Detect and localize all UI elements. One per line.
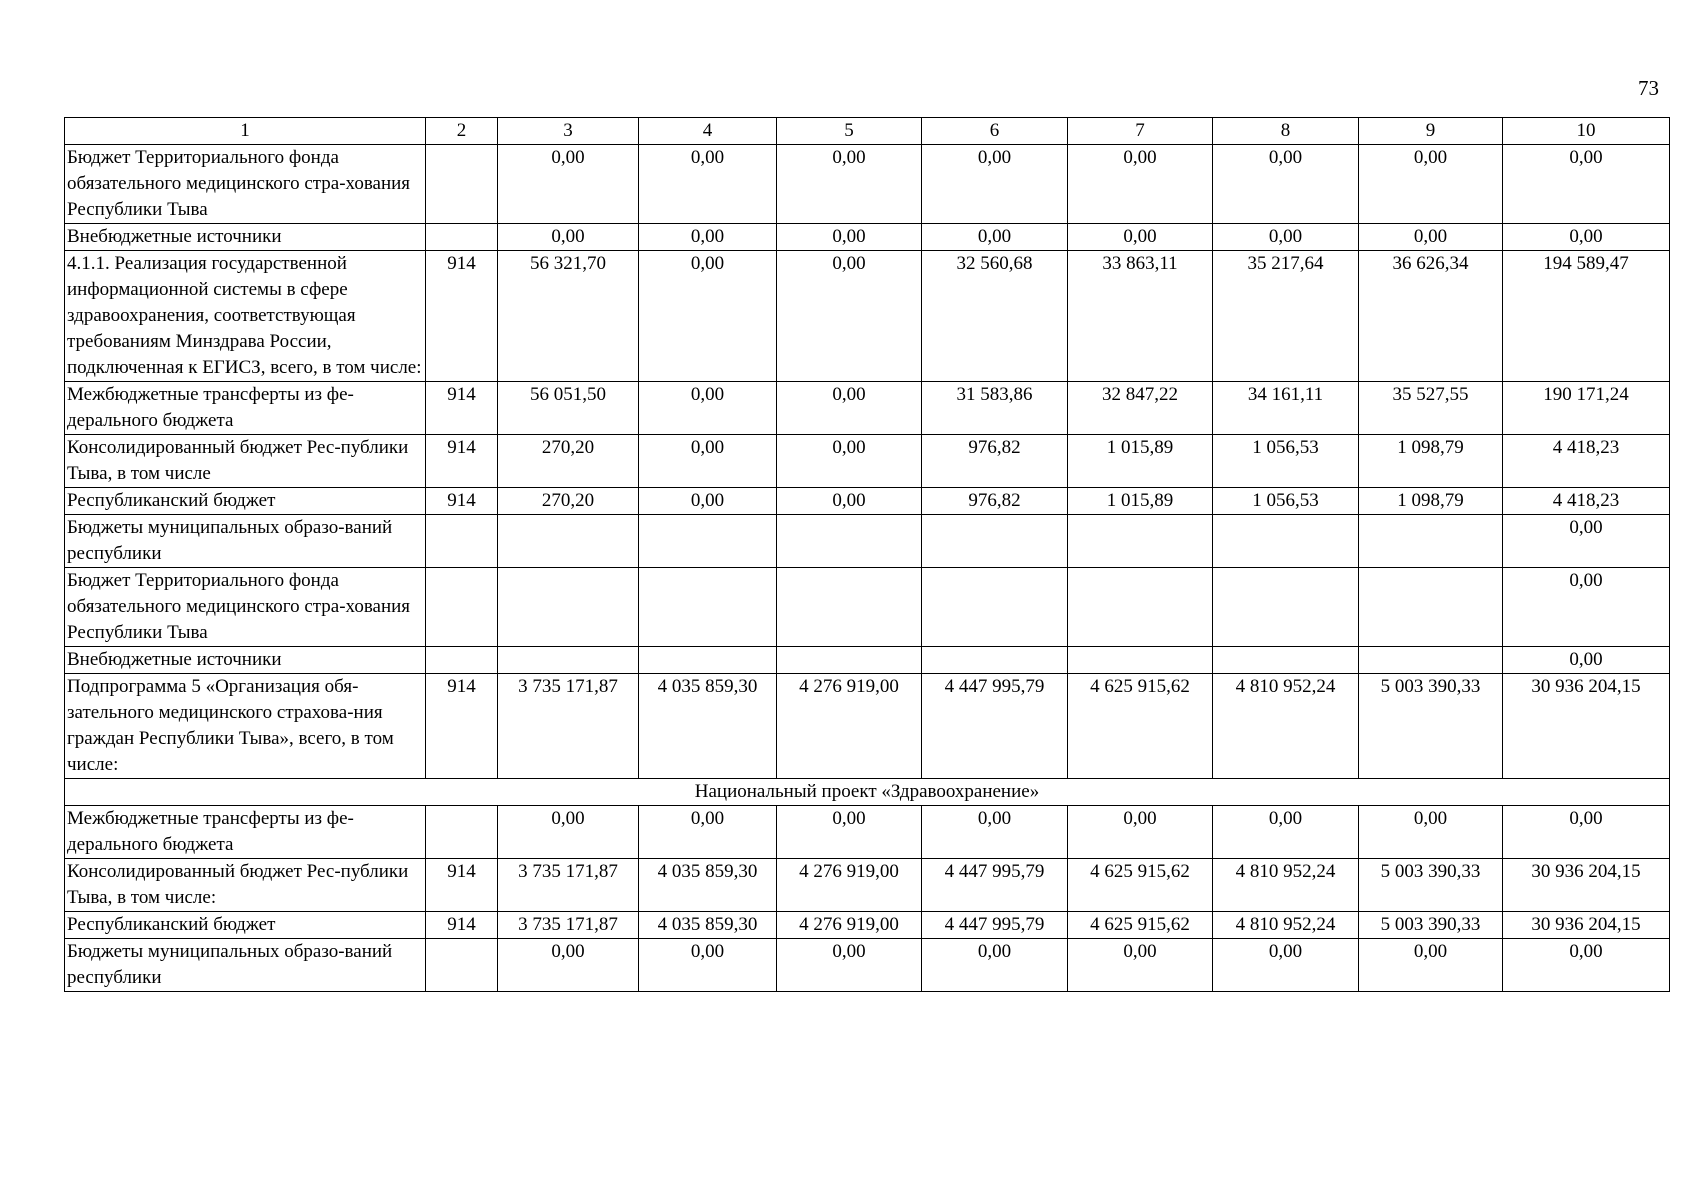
value-cell: 0,00 — [498, 806, 639, 859]
value-cell: 4 810 952,24 — [1213, 912, 1359, 939]
value-cell: 0,00 — [1213, 806, 1359, 859]
value-cell: 0,00 — [639, 382, 777, 435]
section-title: Национальный проект «Здравоохранение» — [65, 779, 1670, 806]
table-row — [65, 224, 1670, 251]
value-cell: 0,00 — [1359, 145, 1503, 224]
value-cell: 1 056,53 — [1213, 488, 1359, 515]
value-cell: 0,00 — [1213, 145, 1359, 224]
column-header: 10 — [1503, 118, 1670, 145]
row-code — [426, 647, 498, 674]
row-code: 914 — [426, 435, 498, 488]
value-cell: 1 098,79 — [1359, 435, 1503, 488]
row-code: 914 — [426, 251, 498, 382]
value-cell — [777, 515, 922, 568]
value-cell — [1359, 568, 1503, 647]
value-cell: 4 276 919,00 — [777, 674, 922, 779]
row-code — [426, 145, 498, 224]
value-cell: 270,20 — [498, 488, 639, 515]
value-cell — [922, 647, 1068, 674]
value-cell: 0,00 — [777, 145, 922, 224]
value-cell: 1 098,79 — [1359, 488, 1503, 515]
value-cell: 35 217,64 — [1213, 251, 1359, 382]
page-number: 73 — [1638, 76, 1659, 100]
value-cell: 4 276 919,00 — [777, 912, 922, 939]
column-header: 9 — [1359, 118, 1503, 145]
value-cell: 1 015,89 — [1068, 435, 1213, 488]
table-row — [65, 674, 1670, 779]
value-cell: 0,00 — [1068, 806, 1213, 859]
value-cell: 0,00 — [922, 939, 1068, 992]
value-cell: 0,00 — [1213, 224, 1359, 251]
table-row — [65, 912, 1670, 939]
row-label: Бюджет Территориального фонда обязательного медицинского стра-хования Республики Тыва — [65, 568, 426, 647]
column-header: 5 — [777, 118, 922, 145]
value-cell — [777, 568, 922, 647]
value-cell: 0,00 — [1359, 806, 1503, 859]
table-row — [65, 435, 1670, 488]
value-cell: 4 447 995,79 — [922, 912, 1068, 939]
table-row — [65, 647, 1670, 674]
value-cell — [498, 568, 639, 647]
value-cell: 4 810 952,24 — [1213, 859, 1359, 912]
row-label: Республиканский бюджет — [65, 912, 426, 939]
table-row — [65, 382, 1670, 435]
row-code — [426, 224, 498, 251]
column-header: 3 — [498, 118, 639, 145]
row-label: Внебюджетные источники — [65, 647, 426, 674]
value-cell: 0,00 — [498, 939, 639, 992]
value-cell: 0,00 — [1068, 145, 1213, 224]
value-cell: 0,00 — [639, 435, 777, 488]
value-cell: 34 161,11 — [1213, 382, 1359, 435]
value-cell: 0,00 — [1503, 647, 1670, 674]
value-cell: 0,00 — [777, 224, 922, 251]
value-cell: 0,00 — [1503, 568, 1670, 647]
table-row — [65, 806, 1670, 859]
row-label: Межбюджетные трансферты из фе-дерального бюджета — [65, 382, 426, 435]
header-row — [65, 118, 1670, 145]
row-label: Подпрограмма 5 «Организация обя-зательного медицинского страхова-ния граждан Республики Тыва», всего, в том числе: — [65, 674, 426, 779]
value-cell: 0,00 — [922, 806, 1068, 859]
value-cell — [1359, 515, 1503, 568]
table-row — [65, 939, 1670, 992]
value-cell: 976,82 — [922, 488, 1068, 515]
value-cell: 35 527,55 — [1359, 382, 1503, 435]
budget-table — [64, 117, 1670, 992]
value-cell: 4 447 995,79 — [922, 859, 1068, 912]
value-cell: 32 847,22 — [1068, 382, 1213, 435]
value-cell: 3 735 171,87 — [498, 859, 639, 912]
column-header: 1 — [65, 118, 426, 145]
value-cell: 33 863,11 — [1068, 251, 1213, 382]
value-cell: 0,00 — [777, 251, 922, 382]
value-cell — [922, 515, 1068, 568]
table-row — [65, 251, 1670, 382]
value-cell: 4 625 915,62 — [1068, 859, 1213, 912]
row-code — [426, 515, 498, 568]
value-cell — [1068, 515, 1213, 568]
value-cell: 4 418,23 — [1503, 488, 1670, 515]
value-cell: 0,00 — [1068, 939, 1213, 992]
row-label: Консолидированный бюджет Рес-публики Тыва, в том числе — [65, 435, 426, 488]
value-cell: 0,00 — [1359, 939, 1503, 992]
value-cell: 4 810 952,24 — [1213, 674, 1359, 779]
value-cell — [1068, 647, 1213, 674]
row-code: 914 — [426, 488, 498, 515]
value-cell: 4 276 919,00 — [777, 859, 922, 912]
value-cell: 5 003 390,33 — [1359, 912, 1503, 939]
table-row — [65, 488, 1670, 515]
value-cell: 194 589,47 — [1503, 251, 1670, 382]
column-header: 6 — [922, 118, 1068, 145]
value-cell: 0,00 — [777, 435, 922, 488]
value-cell: 0,00 — [639, 251, 777, 382]
table-body — [65, 145, 1670, 992]
value-cell: 0,00 — [639, 224, 777, 251]
value-cell: 0,00 — [777, 488, 922, 515]
value-cell — [639, 568, 777, 647]
value-cell: 4 035 859,30 — [639, 674, 777, 779]
value-cell — [1213, 647, 1359, 674]
row-label: Бюджеты муниципальных образо-ваний республики — [65, 939, 426, 992]
value-cell: 0,00 — [922, 224, 1068, 251]
value-cell: 0,00 — [1359, 224, 1503, 251]
value-cell — [498, 515, 639, 568]
value-cell: 1 056,53 — [1213, 435, 1359, 488]
value-cell: 4 035 859,30 — [639, 912, 777, 939]
value-cell: 0,00 — [498, 145, 639, 224]
value-cell: 0,00 — [777, 382, 922, 435]
row-label: Внебюджетные источники — [65, 224, 426, 251]
value-cell — [498, 647, 639, 674]
row-label: Республиканский бюджет — [65, 488, 426, 515]
value-cell: 36 626,34 — [1359, 251, 1503, 382]
row-label: Консолидированный бюджет Рес-публики Тыва, в том числе: — [65, 859, 426, 912]
value-cell: 30 936 204,15 — [1503, 674, 1670, 779]
table-row — [65, 859, 1670, 912]
row-label: 4.1.1. Реализация государственной информационной системы в сфере здравоохранения, соответствующая требованиям Минздрава России, подключенная к ЕГИСЗ, всего, в том числе: — [65, 251, 426, 382]
row-code: 914 — [426, 382, 498, 435]
value-cell: 1 015,89 — [1068, 488, 1213, 515]
value-cell: 0,00 — [1213, 939, 1359, 992]
value-cell: 0,00 — [922, 145, 1068, 224]
value-cell: 0,00 — [639, 939, 777, 992]
value-cell: 0,00 — [639, 488, 777, 515]
value-cell: 4 035 859,30 — [639, 859, 777, 912]
value-cell: 976,82 — [922, 435, 1068, 488]
value-cell — [777, 647, 922, 674]
value-cell: 4 625 915,62 — [1068, 912, 1213, 939]
value-cell: 31 583,86 — [922, 382, 1068, 435]
row-code: 914 — [426, 859, 498, 912]
value-cell — [1068, 568, 1213, 647]
value-cell: 0,00 — [1503, 145, 1670, 224]
value-cell: 0,00 — [498, 224, 639, 251]
value-cell — [1213, 515, 1359, 568]
table-row — [65, 145, 1670, 224]
value-cell — [639, 647, 777, 674]
value-cell: 3 735 171,87 — [498, 912, 639, 939]
column-header: 8 — [1213, 118, 1359, 145]
value-cell: 0,00 — [639, 145, 777, 224]
value-cell: 30 936 204,15 — [1503, 912, 1670, 939]
value-cell: 0,00 — [1068, 224, 1213, 251]
row-label: Бюджет Территориального фонда обязательного медицинского стра-хования Республики Тыва — [65, 145, 426, 224]
row-label: Бюджеты муниципальных образо-ваний республики — [65, 515, 426, 568]
value-cell: 30 936 204,15 — [1503, 859, 1670, 912]
value-cell: 0,00 — [1503, 224, 1670, 251]
row-code — [426, 806, 498, 859]
value-cell: 190 171,24 — [1503, 382, 1670, 435]
value-cell: 4 418,23 — [1503, 435, 1670, 488]
row-code — [426, 939, 498, 992]
value-cell: 4 447 995,79 — [922, 674, 1068, 779]
value-cell: 56 051,50 — [498, 382, 639, 435]
value-cell: 270,20 — [498, 435, 639, 488]
value-cell: 0,00 — [1503, 515, 1670, 568]
value-cell: 4 625 915,62 — [1068, 674, 1213, 779]
value-cell: 5 003 390,33 — [1359, 674, 1503, 779]
section-row — [65, 779, 1670, 806]
row-label: Межбюджетные трансферты из фе-дерального бюджета — [65, 806, 426, 859]
row-code: 914 — [426, 674, 498, 779]
table-row — [65, 568, 1670, 647]
value-cell: 5 003 390,33 — [1359, 859, 1503, 912]
value-cell: 0,00 — [1503, 806, 1670, 859]
value-cell: 0,00 — [639, 806, 777, 859]
value-cell — [1359, 647, 1503, 674]
value-cell — [1213, 568, 1359, 647]
value-cell: 0,00 — [1503, 939, 1670, 992]
column-header: 2 — [426, 118, 498, 145]
row-code: 914 — [426, 912, 498, 939]
row-code — [426, 568, 498, 647]
value-cell — [922, 568, 1068, 647]
value-cell: 0,00 — [777, 806, 922, 859]
value-cell: 0,00 — [777, 939, 922, 992]
value-cell: 56 321,70 — [498, 251, 639, 382]
value-cell: 32 560,68 — [922, 251, 1068, 382]
column-header: 7 — [1068, 118, 1213, 145]
column-header: 4 — [639, 118, 777, 145]
value-cell: 3 735 171,87 — [498, 674, 639, 779]
table-row — [65, 515, 1670, 568]
value-cell — [639, 515, 777, 568]
